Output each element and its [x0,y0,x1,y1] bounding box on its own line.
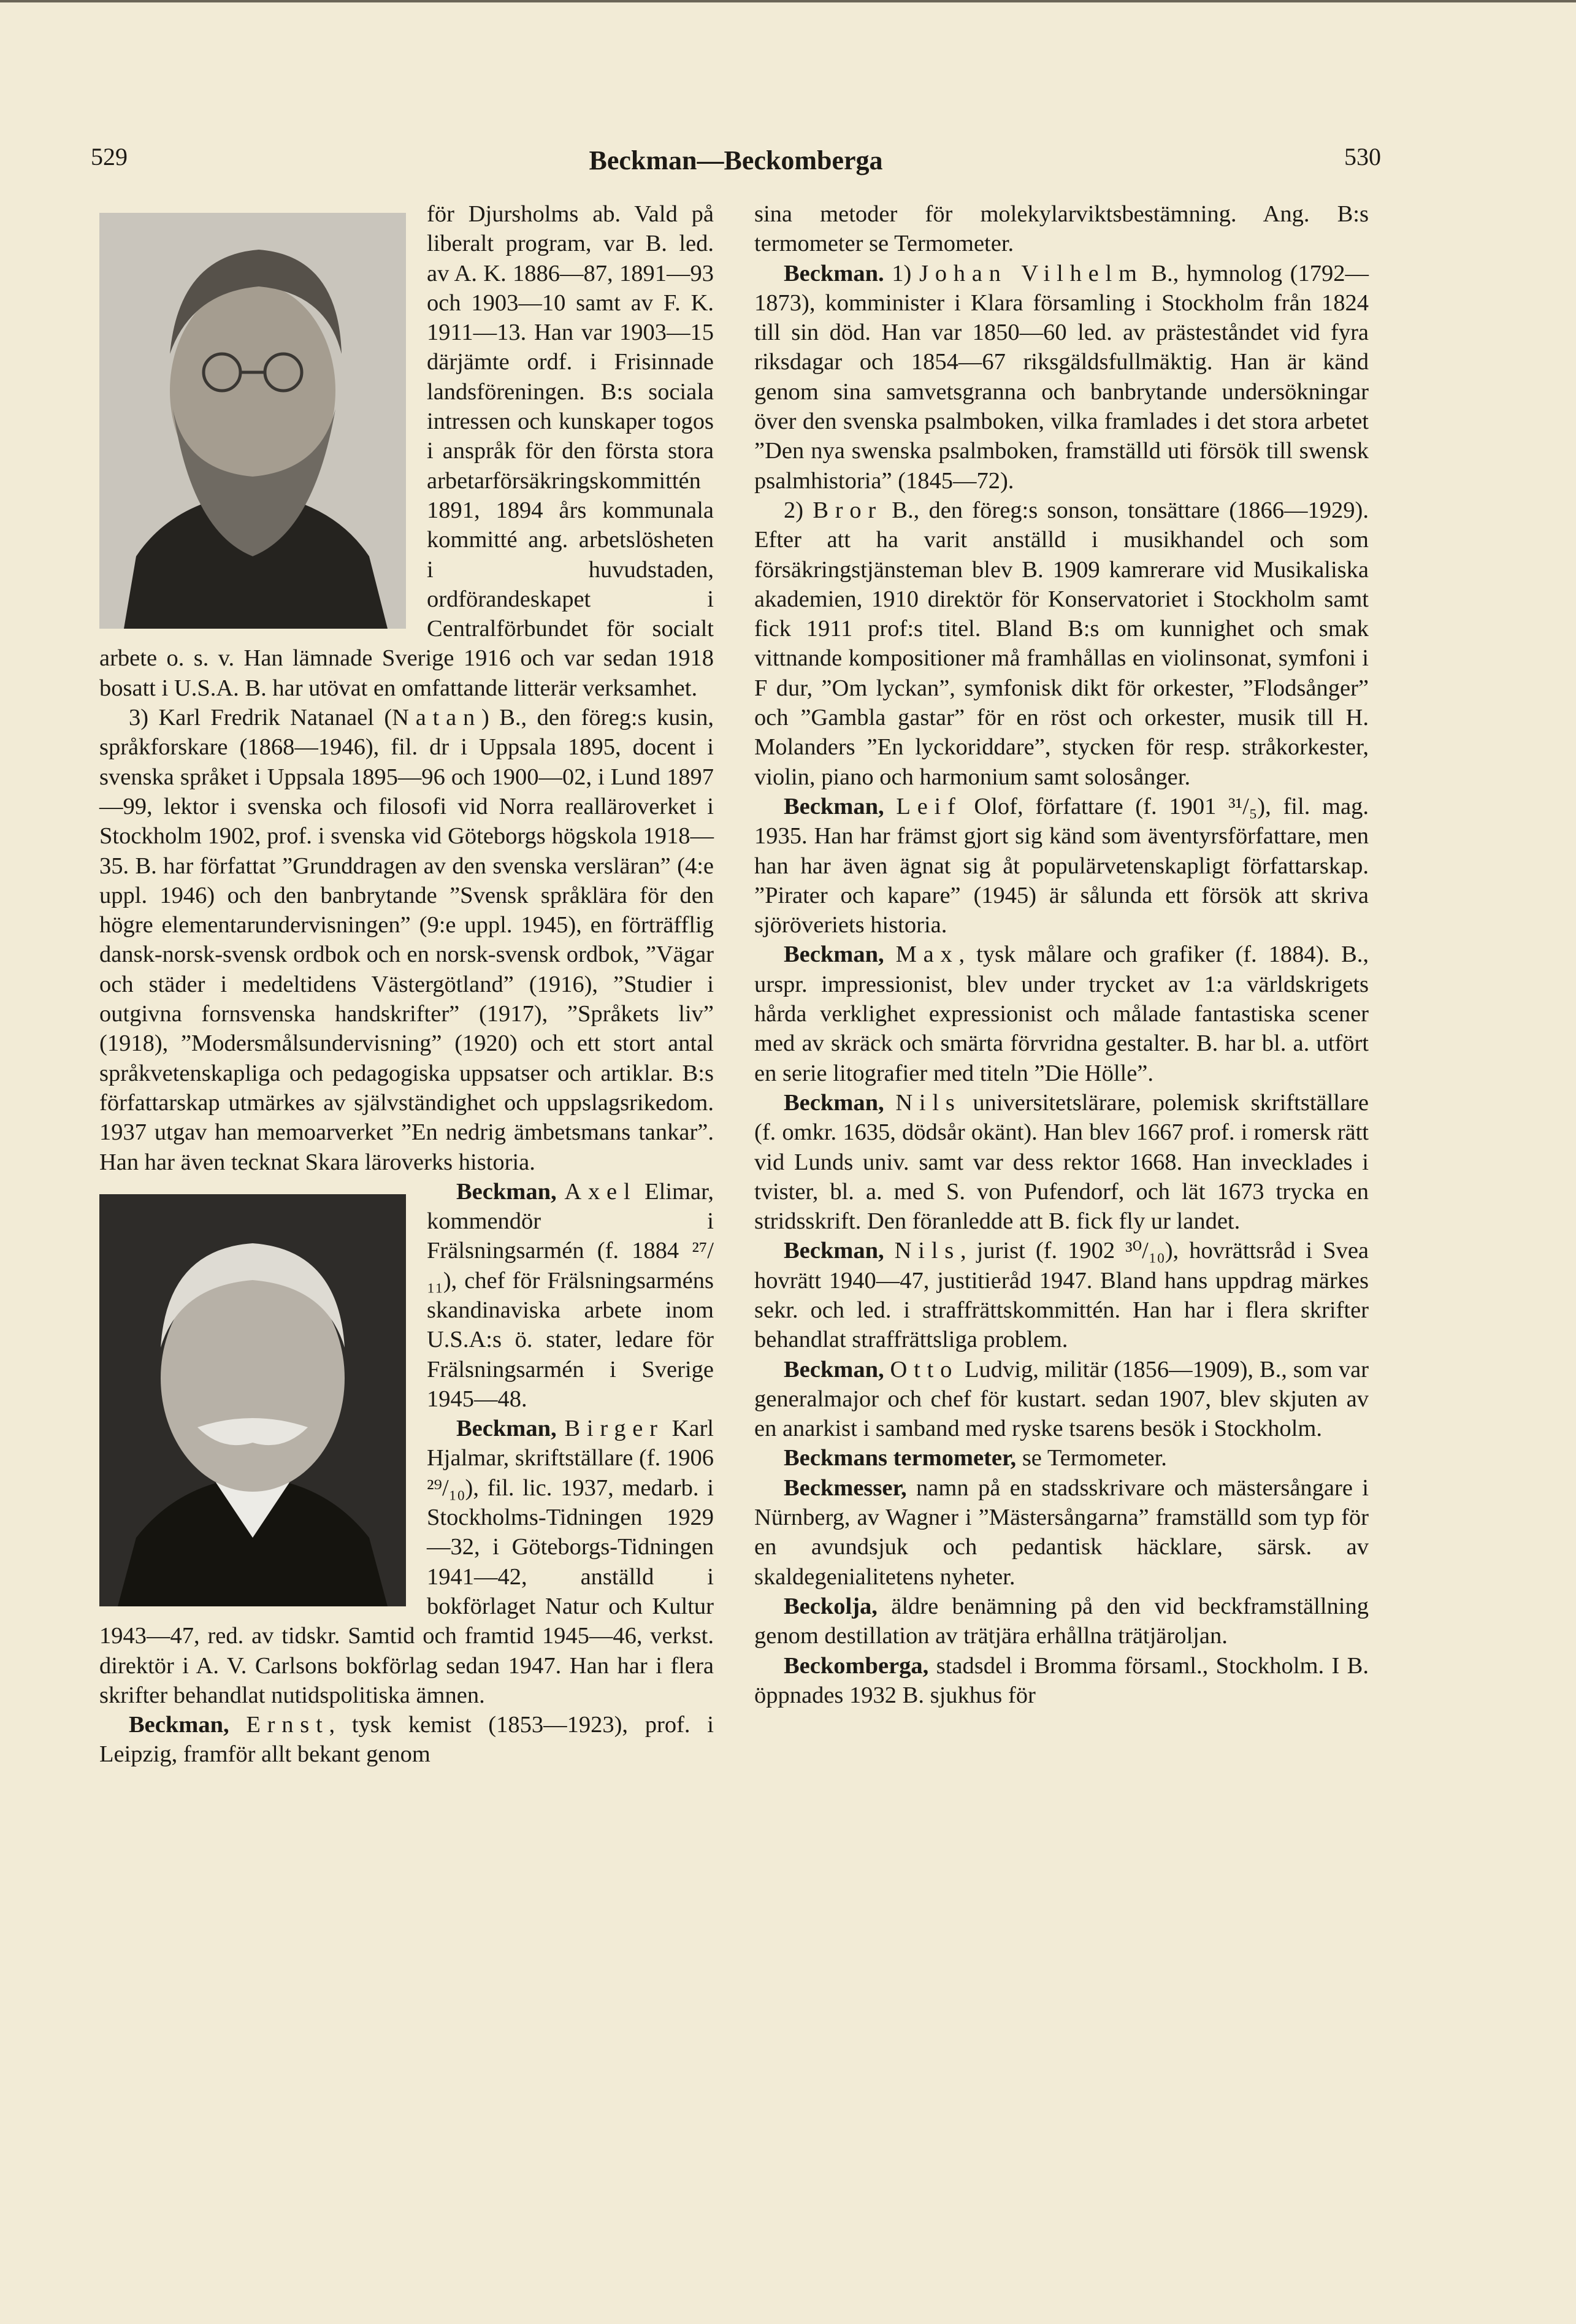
right-column [754,199,1369,1710]
entry-nils-1: Beckman, Nils universitetslärare, polemisk skriftställare (f. omkr. 1635, dödsår okänt). Han blev 1667 prof. i romersk rätt vid Lunds univ. samt var dess rektor 1668. Han invecklades i tvister, bl. a. med S. von Pufendorf, och lät 1673 trycka en stridsskrift. Den föranledde att B. fick fly ur landet. [754,1089,1369,1235]
entry-bror: 2) Bror B., den föreg:s sonson, tonsättare (1866—1929). Efter att ha varit anställd i musikhandel och som försäkringstjänsteman blev B. 1909 kamrerare vid Musikaliska akademien, 1910 direktör för Konservatoriet i Stockholm samt fick 1911 prof:s titel. Bland B:s om kunnighet och smak vittnande kompositioner må framhållas en violinsonat, symfoni i F dur, ”Om lyckan”, symfonisk dikt för orkester, ”Flodsånger” och ”Gambla gastar” för en röst och orkester, musik till H. Molanders ”En lyckoriddare”, stycken för resp. stråkorkester, violin, piano och harmonium samt solosånger. [754,497,1369,790]
entry-nils-2: Beckman, Nils, jurist (f. 1902 ³⁰/₁₀), hovrättsråd i Svea hovrätt 1940—47, justitieråd 1947. Bland hans uppdrag märkes sekr. och led. i straffrättskommittén. Han har i flera skrifter behandlat straffrättsliga problem. [754,1238,1369,1353]
entry-otto: Beckman, Otto Ludvig, militär (1856—1909), B., som var generalmajor och chef för kustart. sedan 1907, blev skjuten av en anarkist i samband med ryske tsarens besök i Stockholm. [754,1356,1369,1442]
entry-karl-fredrik: 3) Karl Fredrik Natanael (Natan) B., den föreg:s kusin, språkforskare (1868—1946), fil. dr i Uppsala 1895, docent i svenska språket i Uppsala 1895—96 och 1900—02, i Lund 1897—99, lektor i svenska och filosofi vid Norra realläroverket i Stockholm 1902, prof. i svenska vid Göteborgs högskola 1918—35. B. har författat ”Grunddragen av den svenska versläran” (4:e uppl. 1946) och den banbrytande ”Svensk språklära för den högre elementarundervisningen” (9:e uppl. 1945), en förträfflig dansk-norsk-svensk ordbok och en norsk-svensk ordbok, ”Vägar och städer i medeltidens Västergötland” (1916), ”Studier i outgivna fornsvenska handskrifter” (1917), ”Språkets liv” (1918), ”Modersmålsundervisning” (1920) och ett stort antal språkvetenskapliga och pedagogiska uppsatser och artiklar. B:s författarskap utmärkes av självständighet och uppslagsrikedom. 1937 utgav han memoarverket ”En nedrig ämbetsmans tankar”. Han har även tecknat Skara läroverks historia. [99,705,714,1175]
entry-max: Beckman, Max, tysk målare och grafiker (f. 1884). B., urspr. impressionist, blev under trycket av 1:a världskrigets hårda verklighet expressionist och målade fantastiska scener med av skräck och smärta förvridna gestalter. B. har bl. a. utfört en serie litografier med titeln ”Die Hölle”. [754,941,1369,1086]
entry-continuation-right: sina metoder för molekylarviktsbestämning. Ang. B:s termometer se Termometer. [754,201,1369,257]
entry-birger: Beckman, Birger Karl Hjalmar, skriftställare (f. 1906 ²⁹/₁₀), fil. lic. 1937, medarb. i Stockholms-Tidningen 1929—32, i Göteborgs-Tidningen 1941—42, anställd i bokförlaget Natur och Kultur 1943—47, red. av tidskr. Samtid och framtid 1945—46, verkst. direktör i A. V. Carlsons bokförlag sedan 1947. Han har i flera skrifter behandlat nutidspolitiska ämnen. [99,1416,714,1708]
mustached-man-portrait-icon [99,1194,406,1606]
entry-ernst: Beckman, Ernst, tysk kemist (1853—1923), prof. i Leipzig, framför allt bekant genom [99,1712,714,1768]
bearded-man-portrait-icon [99,213,406,629]
entry-johan-vilhelm: Beckman. 1) Johan Vilhelm B., hymnolog (1792—1873), komminister i Klara församling i Stockholm från 1824 till sin död. Han var 1850—60 led. av prästeståndet vid fyra riksdagar och 1854—67 riksgäldsfullmäktig. Han är känd genom sina samvetsgranna och banbrytande undersökningar över den svenska psalmboken, vilka framlades i det stora arbetet ”Den nya swenska psalmboken, framställd uti försök till swensk psalmhistoria” (1845—72). [754,260,1369,494]
running-title: Beckman—Beckomberga [589,145,883,175]
page-top-rule [0,0,1576,2]
page-number-right: 530 [1344,143,1381,171]
entry-continuation: för Djursholms ab. Vald på liberalt program, var B. led. av A. K. 1886—87, 1891—93 och 1903—10 samt av F. K. 1911—13. Han var 1903—15 därjämte ordf. i Frisinnade landsföreningen. B:s sociala intressen och kunskaper togos i anspråk för den första stora arbetarförsäkringskommittén 1891, 1894 års kommunala kommitté ang. arbetslösheten i huvudstaden, ordförandeskapet i Centralförbundet för socialt arbete o. s. v. Han lämnade Sverige 1916 och var sedan 1918 bosatt i U.S.A. B. har utövat en omfattande litterär verksamhet. [99,201,714,701]
entry-beckomberga: Beckomberga, stadsdel i Bromma församl., Stockholm. I B. öppnades 1932 B. sjukhus för [754,1652,1369,1708]
portrait-photo-2 [99,1194,406,1606]
entry-beckolja: Beckolja, äldre benämning på den vid beckframställning genom destillation av trätjära erhållna trätjäroljan. [754,1593,1369,1649]
entry-axel: Beckman, Axel Elimar, kommendör i Frälsningsarmén (f. 1884 ²⁷/₁₁), chef för Frälsningsarméns skandinaviska arbete inom U.S.A:s ö. stater, ledare för Frälsningsarmén i Sverige 1945—48. [427,1178,714,1412]
entry-beckmesser: Beckmesser, namn på en stadsskrivare och mästersångare i Nürnberg, av Wagner i ”Mästersångarna” framställd som typ för en avundsjuk och pedantisk häcklare, särsk. av skaldegenialitetens nyheter. [754,1475,1369,1590]
page-number-left: 529 [91,143,128,171]
entry-beckmans-termometer: Beckmans termometer, se Termometer. [784,1445,1167,1471]
page-header [86,142,1386,185]
portrait-photo-1 [99,213,406,629]
left-column [99,199,714,1770]
entry-leif: Beckman, Leif Olof, författare (f. 1901 ³¹/₅), fil. mag. 1935. Han har främst gjort sig känd som äventyrsförfattare, men han har även ägnat sig åt populärvetenskapligt författarskap. ”Pirater och kapare” (1945) är sålunda ett försök att skriva sjöröveriets historia. [754,793,1369,938]
